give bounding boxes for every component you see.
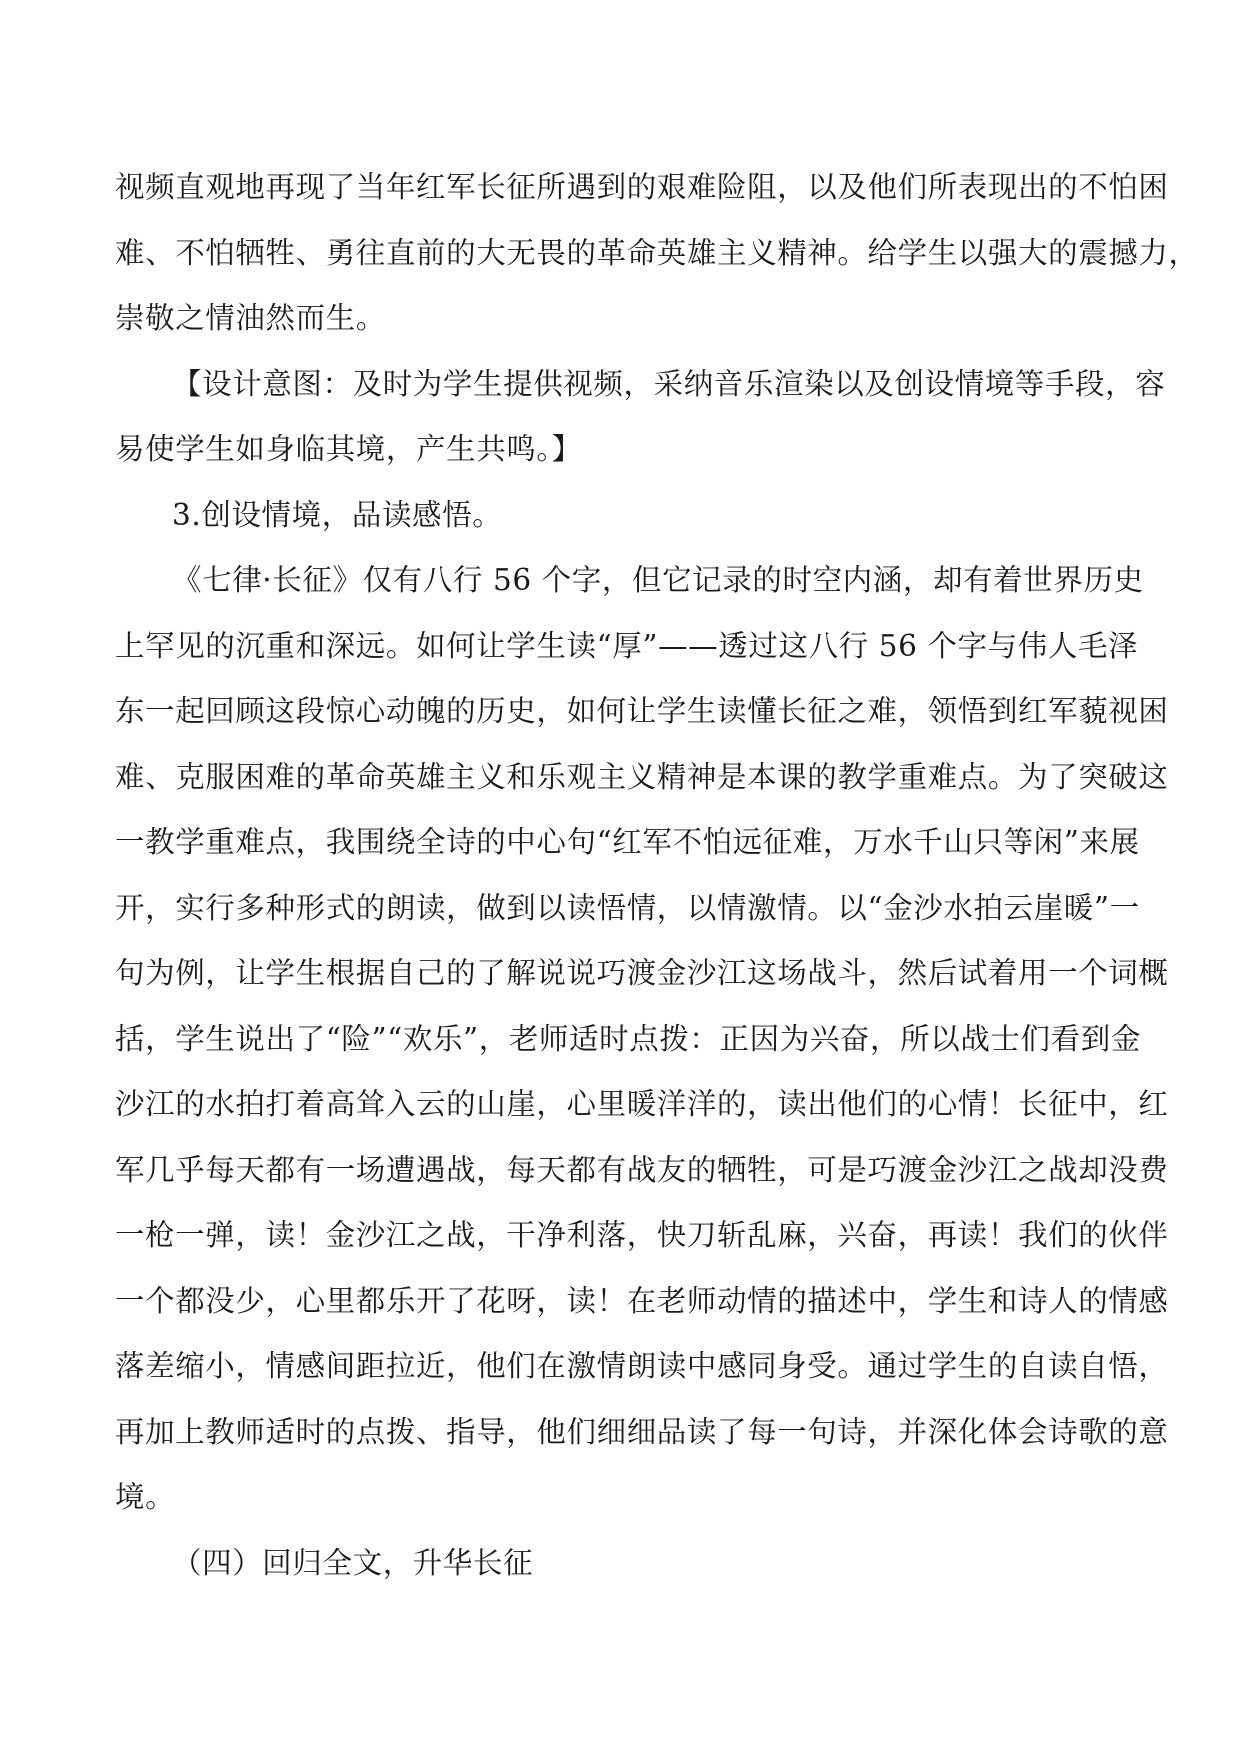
text-line: 上罕见的沉重和深远。如何让学生读“厚”——透过这八行 56 个字与伟人毛泽	[115, 628, 1139, 663]
text-line: 再加上教师适时的点拨、指导，他们细细品读了每一句诗，并深化体会诗歌的意	[115, 1414, 1169, 1449]
text-line: 沙江的水拍打着高耸入云的山崖，心里暖洋洋的，读出他们的心情！长征中，红	[115, 1087, 1169, 1121]
text-line: 括，学生说出了“险”“欢乐”，老师适时点拨：正因为兴奋，所以战士们看到金	[115, 1021, 1141, 1056]
text-line: 军几乎每天都有一场遭遇战，每天都有战友的牺牲，可是巧渡金沙江之战却没费	[115, 1152, 1169, 1187]
text-line: 3.创设情境，品读感悟。	[172, 497, 503, 532]
text-line: 一枪一弹，读！金沙江之战，干净利落，快刀斩乱麻，兴奋，再读！我们的伙伴	[115, 1218, 1169, 1252]
text-line: 东一起回顾这段惊心动魄的历史，如何让学生读懂长征之难，领悟到红军藐视困	[115, 694, 1169, 728]
text-line: 一个都没少，心里都乐开了花呀，读！在老师动情的描述中，学生和诗人的情感	[115, 1283, 1169, 1318]
paragraph-p5	[115, 1531, 1125, 1597]
paragraph-p1	[115, 155, 1199, 352]
text-line: 视频直观地再现了当年红军长征所遇到的艰难险阻，以及他们所表现出的不怕困	[115, 170, 1169, 204]
text-line: 开，实行多种形式的朗读，做到以读悟情，以情激情。以“金沙水拍云崖暖”一	[115, 890, 1140, 925]
text-line: 句为例，让学生根据自己的了解说说巧渡金沙江这场战斗，然后试着用一个词概	[115, 956, 1169, 990]
text-line: 易使学生如身临其境，产生共鸣。】	[115, 432, 582, 466]
text-line: 落差缩小，情感间距拉近，他们在激情朗读中感同身受。通过学生的自读自悟，	[115, 1349, 1169, 1383]
text-line: 难、克服困难的革命英雄主义和乐观主义精神是本课的教学重难点。为了突破这	[115, 759, 1169, 794]
paragraph-p4	[115, 548, 1169, 1531]
paragraph-p3	[115, 483, 1125, 549]
text-line: 《七律·长征》仅有八行 56 个字，但它记录的时空内涵，却有着世界历史	[172, 563, 1144, 597]
text-line: （四）回归全文，升华长征	[172, 1545, 534, 1580]
document-body	[115, 155, 1199, 1596]
text-line: 境。	[115, 1480, 176, 1514]
paragraph-p2	[115, 352, 1166, 483]
text-line: 难、不怕牺牲、勇往直前的大无畏的革命英雄主义精神。给学生以强大的震撼力，	[115, 235, 1199, 270]
text-line: 【设计意图：及时为学生提供视频，采纳音乐渲染以及创设情境等手段，容	[172, 366, 1166, 401]
text-line: 一教学重难点，我围绕全诗的中心句“红军不怕远征难，万水千山只等闲”来展	[115, 825, 1140, 859]
text-line: 崇敬之情油然而生。	[115, 301, 386, 335]
